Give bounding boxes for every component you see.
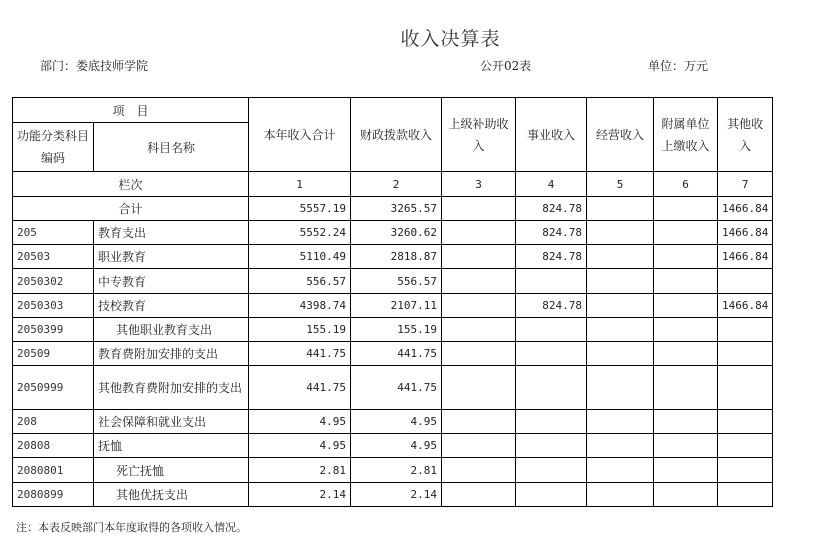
row-col6 — [654, 221, 718, 245]
row-col4: 824.78 — [516, 294, 587, 318]
row-col3 — [442, 458, 516, 483]
row-col3 — [442, 221, 516, 245]
row-code: 2050302 — [13, 269, 94, 294]
row-col1: 2.81 — [249, 458, 351, 483]
row-col4 — [516, 458, 587, 483]
row-col4 — [516, 269, 587, 294]
row-col1: 155.19 — [249, 318, 351, 342]
page-title: 收入决算表 — [400, 28, 501, 50]
total-col2: 3265.57 — [351, 197, 442, 221]
row-col3 — [442, 318, 516, 342]
row-col5 — [587, 318, 654, 342]
row-name: 教育费附加安排的支出 — [94, 342, 249, 366]
row-col1: 5552.24 — [249, 221, 351, 245]
table-row — [13, 410, 773, 434]
row-name: 职业教育 — [94, 245, 249, 269]
index-row-label: 栏次 — [13, 172, 249, 197]
row-col5 — [587, 483, 654, 507]
row-col7 — [718, 269, 773, 294]
header-func-code: 功能分类科目编码 — [13, 123, 94, 172]
index-2: 2 — [351, 172, 442, 197]
row-col2: 441.75 — [351, 342, 442, 366]
row-col7 — [718, 434, 773, 458]
form-code-label: 公开02表 — [480, 59, 532, 73]
row-code: 20509 — [13, 342, 94, 366]
row-code: 2050303 — [13, 294, 94, 318]
row-col3 — [442, 342, 516, 366]
index-6: 6 — [654, 172, 718, 197]
row-name: 其他职业教育支出 — [94, 318, 249, 342]
table-row — [13, 269, 773, 294]
table-row — [13, 434, 773, 458]
row-col6 — [654, 458, 718, 483]
row-col5 — [587, 458, 654, 483]
total-row-label: 合计 — [13, 197, 249, 221]
row-col4 — [516, 410, 587, 434]
row-col3 — [442, 410, 516, 434]
table-row — [13, 318, 773, 342]
header-col1: 本年收入合计 — [249, 98, 351, 172]
total-col3 — [442, 197, 516, 221]
row-col6 — [654, 245, 718, 269]
index-7: 7 — [718, 172, 773, 197]
row-col4 — [516, 342, 587, 366]
row-col7 — [718, 458, 773, 483]
row-name: 技校教育 — [94, 294, 249, 318]
row-col6 — [654, 294, 718, 318]
row-col6 — [654, 342, 718, 366]
row-col4: 824.78 — [516, 221, 587, 245]
row-col2: 4.95 — [351, 410, 442, 434]
table-row — [13, 458, 773, 483]
table-row — [13, 342, 773, 366]
row-col4 — [516, 483, 587, 507]
row-col3 — [442, 366, 516, 410]
row-col7: 1466.84 — [718, 245, 773, 269]
row-col4 — [516, 318, 587, 342]
row-col1: 556.57 — [249, 269, 351, 294]
total-col7: 1466.84 — [718, 197, 773, 221]
table-row — [13, 294, 773, 318]
row-col1: 5110.49 — [249, 245, 351, 269]
row-col7: 1466.84 — [718, 294, 773, 318]
row-col2: 155.19 — [351, 318, 442, 342]
row-name: 死亡抚恤 — [94, 458, 249, 483]
row-col5 — [587, 410, 654, 434]
row-col2: 556.57 — [351, 269, 442, 294]
total-col6 — [654, 197, 718, 221]
row-col4 — [516, 366, 587, 410]
row-col5 — [587, 245, 654, 269]
row-code: 2080899 — [13, 483, 94, 507]
row-name: 中专教育 — [94, 269, 249, 294]
row-col2: 2818.87 — [351, 245, 442, 269]
table-row — [13, 245, 773, 269]
header-col3: 上级补助收入 — [442, 98, 516, 172]
row-col4: 824.78 — [516, 245, 587, 269]
row-col1: 4398.74 — [249, 294, 351, 318]
department-label: 部门：娄底技师学院 — [40, 59, 149, 73]
index-5: 5 — [587, 172, 654, 197]
header-col6: 附属单位上缴收入 — [654, 98, 718, 172]
row-col1: 2.14 — [249, 483, 351, 507]
total-col4: 824.78 — [516, 197, 587, 221]
row-code: 2080801 — [13, 458, 94, 483]
row-col7 — [718, 410, 773, 434]
row-name: 其他优抚支出 — [94, 483, 249, 507]
total-col5 — [587, 197, 654, 221]
row-col3 — [442, 434, 516, 458]
index-3: 3 — [442, 172, 516, 197]
row-col5 — [587, 269, 654, 294]
row-col7 — [718, 366, 773, 410]
index-4: 4 — [516, 172, 587, 197]
row-col6 — [654, 483, 718, 507]
header-subject-name: 科目名称 — [94, 123, 249, 172]
row-col3 — [442, 269, 516, 294]
row-col5 — [587, 434, 654, 458]
unit-label: 单位：万元 — [648, 59, 709, 73]
header-col7: 其他收入 — [718, 98, 773, 172]
row-code: 20503 — [13, 245, 94, 269]
row-col3 — [442, 245, 516, 269]
row-col6 — [654, 434, 718, 458]
row-col5 — [587, 366, 654, 410]
table-row — [13, 366, 773, 410]
row-code: 2050999 — [13, 366, 94, 410]
header-item: 项 目 — [13, 98, 249, 123]
row-code: 208 — [13, 410, 94, 434]
row-name: 教育支出 — [94, 221, 249, 245]
row-col2: 2.81 — [351, 458, 442, 483]
row-col5 — [587, 221, 654, 245]
row-col6 — [654, 410, 718, 434]
row-col6 — [654, 318, 718, 342]
row-col6 — [654, 366, 718, 410]
row-col1: 441.75 — [249, 342, 351, 366]
row-col3 — [442, 294, 516, 318]
row-col7 — [718, 483, 773, 507]
row-name: 社会保障和就业支出 — [94, 410, 249, 434]
row-col2: 441.75 — [351, 366, 442, 410]
row-col6 — [654, 269, 718, 294]
row-col7 — [718, 342, 773, 366]
row-name: 抚恤 — [94, 434, 249, 458]
table-row — [13, 221, 773, 245]
row-col2: 3260.62 — [351, 221, 442, 245]
header-col5: 经营收入 — [587, 98, 654, 172]
row-col5 — [587, 342, 654, 366]
income-table — [12, 97, 773, 507]
row-col7: 1466.84 — [718, 221, 773, 245]
row-name: 其他教育费附加安排的支出 — [94, 366, 249, 410]
row-col5 — [587, 294, 654, 318]
row-col1: 4.95 — [249, 410, 351, 434]
row-col1: 441.75 — [249, 366, 351, 410]
row-col4 — [516, 434, 587, 458]
row-col2: 4.95 — [351, 434, 442, 458]
table-row — [13, 483, 773, 507]
row-col2: 2107.11 — [351, 294, 442, 318]
total-col1: 5557.19 — [249, 197, 351, 221]
row-code: 2050399 — [13, 318, 94, 342]
row-col1: 4.95 — [249, 434, 351, 458]
row-code: 20808 — [13, 434, 94, 458]
row-col3 — [442, 483, 516, 507]
header-col4: 事业收入 — [516, 98, 587, 172]
row-col7 — [718, 318, 773, 342]
row-col2: 2.14 — [351, 483, 442, 507]
header-col2: 财政拨款收入 — [351, 98, 442, 172]
footnote: 注：本表反映部门本年度取得的各项收入情况。 — [16, 521, 247, 534]
index-1: 1 — [249, 172, 351, 197]
row-code: 205 — [13, 221, 94, 245]
